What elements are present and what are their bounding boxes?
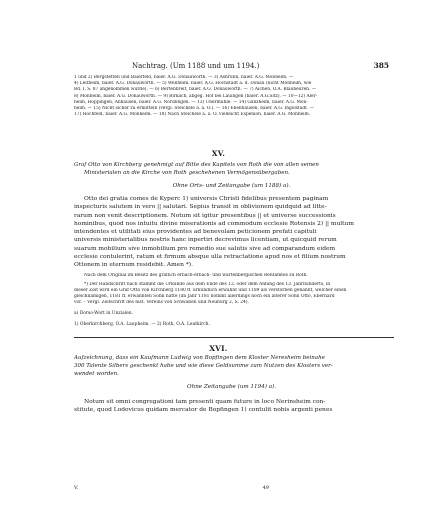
note-a: a) Dorso-Wort in Unzialen.: [74, 311, 133, 316]
body-line: Otto dei gratia comes de Kyperc 1) universis Christi fidelibus presentem paginam: [84, 196, 329, 202]
body-line: hominibus, quod nos intuitu divine miserationis ad commodum ecclesie Rotensis 2) || multum: [74, 220, 354, 227]
footnote-line: 8) Monheim, baier. A.G. Donauwörth. — 9) Birkach, abgeg. Hof bei Lauingen (baier. A.G.Sitz). — 10—12) Aler-: [74, 93, 318, 99]
footnote-line: 17) Hochfeld, baier. A.G. Monheim. — 18) Nach Steichele a. a. O. vielleicht Espenloh, baier. A.G. Monheim.: [74, 112, 311, 118]
body-line: inspecturis salutem in vero || salutari. Sepius transit in oblivionem quidquid ad litte-: [74, 204, 327, 211]
top-footnotes: [74, 75, 389, 118]
footnote-line: Bd. I, S. 87 angenommen wurde). — 6) Bertenbreit, baier. A.G. Donauwörth. — 7) Aichen, O.A. Blaubeuren. —: [74, 87, 317, 93]
heading-line: Ministerialen an die Kirche von Roth geschehenen Vermögensübergaben.: [84, 170, 290, 177]
source-line: Nach dem Original im Besitz des gräflich erbach-erbach- und wartenbergischen Rentamtes zu Roth.: [84, 273, 308, 278]
heading-line: Aufzeichnung, dass ein Kaufmann Ludwig von Bopfingen dem Kloster Neresheim beinahe: [74, 355, 325, 361]
sheet-number: 49: [262, 485, 269, 491]
body-line: universis ministerialibus nostris hanc inpertiri decrevimus licentiam, ut quicquid rerum: [74, 237, 337, 244]
body-line: suarum mobilium sive inmobilium pro remedio sue salutis sive ad comparandum eidem: [74, 245, 336, 252]
body-line: intendentes et utilitati eius providentes ad benevolam peticionem prefati capituli: [74, 229, 317, 236]
heading-line: wendet worden.: [74, 371, 119, 378]
section-numeral-xv: XV.: [211, 149, 226, 158]
body-line: Ottonem in eternum residebit. Amen *).: [74, 262, 193, 269]
star-note: [74, 282, 389, 306]
section-xv-date: Ohne Orts- und Zeitangabe (um 1188) a).: [172, 183, 291, 189]
body-line: stitute, quod Lodovicus quidam mercator de Bopfingen 1) contulit nobis argenti penes: [74, 407, 333, 414]
star-note-line: gleichnamigen, 1181 ff. erwähnten Sohn hatte (im Jahr 1181 kommt allerdings noch ein älterer Sohn Otto, Eberhard: [74, 294, 335, 300]
star-note-line: dieser Zeit wird ein Graf Otto von Kirchberg 1180 ff. urkundlich erwähnt und 1189 als verstorben genannt, welcher einen: [74, 288, 347, 294]
heading-line: Graf Otto von Kirchberg genehmigt auf Bitte des Kapitels von Roth die von allen seinen: [74, 162, 319, 168]
footnote-line: 1 und 2) Bergstetten und Baierfeld, baier. A.G. Donauwörth. — 3) Ashrunn, baier. A.G. Monheim. —: [74, 75, 294, 80]
body-line: ecclesie contulerint, ratum et firmum absque ulla retractatione apud nos et filium nostrum: [74, 254, 346, 261]
running-header: [60, 61, 389, 70]
star-note-line: vor. – Vergl. Zeitschrift des hist. Vereins von Schwaben und Neuburg 2, S. 24).: [74, 300, 249, 306]
star-note-line: *) Der Handschrift nach stammt die Urkunde aus dem Ende des 12. oder dem Anfang des 13. Jahrhunderts, in: [84, 282, 331, 287]
header-title: Nachtrag. (Um 1188 und um 1194.): [132, 62, 260, 70]
footnote-line: 4) Leitheim, baier. A.G. Donauwörth. — 5) Wellheim, baier. A.G. Höchstädt a. d. Donau (nicht Monheim, wie: [74, 81, 312, 87]
section-divider: [74, 337, 394, 338]
section-xvi-heading: [74, 354, 389, 379]
section-xv-body: [74, 195, 389, 270]
footnote-line: heim. — 15) Nicht sicher zu ermitteln (vergl. Steichele a. a. O.). — 16) Ebenhausen, baier. A.G. Ingolstadt. —: [74, 106, 315, 112]
section-numeral-xvi: XVI.: [209, 344, 228, 353]
sheet-signature: [74, 485, 389, 491]
page-number: 385: [373, 61, 389, 70]
heading-line: 300 Talente Silbers geschenkt habe und wie diese Geldsumme zum Nutzen des Klosters ver-: [74, 363, 333, 370]
section-xvi-date: Ohne Zeitangabe (um 1194) a).: [187, 384, 276, 390]
volume-mark: V.: [74, 485, 79, 491]
source-note: [74, 273, 389, 279]
body-line: Notum sit omni congregationi tam presenti quam future in loco Nerinsheim con-: [84, 399, 326, 405]
section-xv-heading: [74, 161, 389, 177]
numbered-notes: 1) Oberkirchberg, O.A. Laupheim. — 2) Roth, O.A. Leutkirch.: [74, 322, 210, 327]
section-xvi-body: [74, 398, 389, 415]
body-line: rarum non venit descriptionem. Notum sit igitur presentibus || et universe successionis: [74, 212, 336, 219]
footnote-line: heim, Hoppingen, Anhausen, baier. A.G. Nördlingen. — 13) Ubermühle. — 14) Ganzheim, baier. A.G. Mon-: [74, 99, 308, 105]
